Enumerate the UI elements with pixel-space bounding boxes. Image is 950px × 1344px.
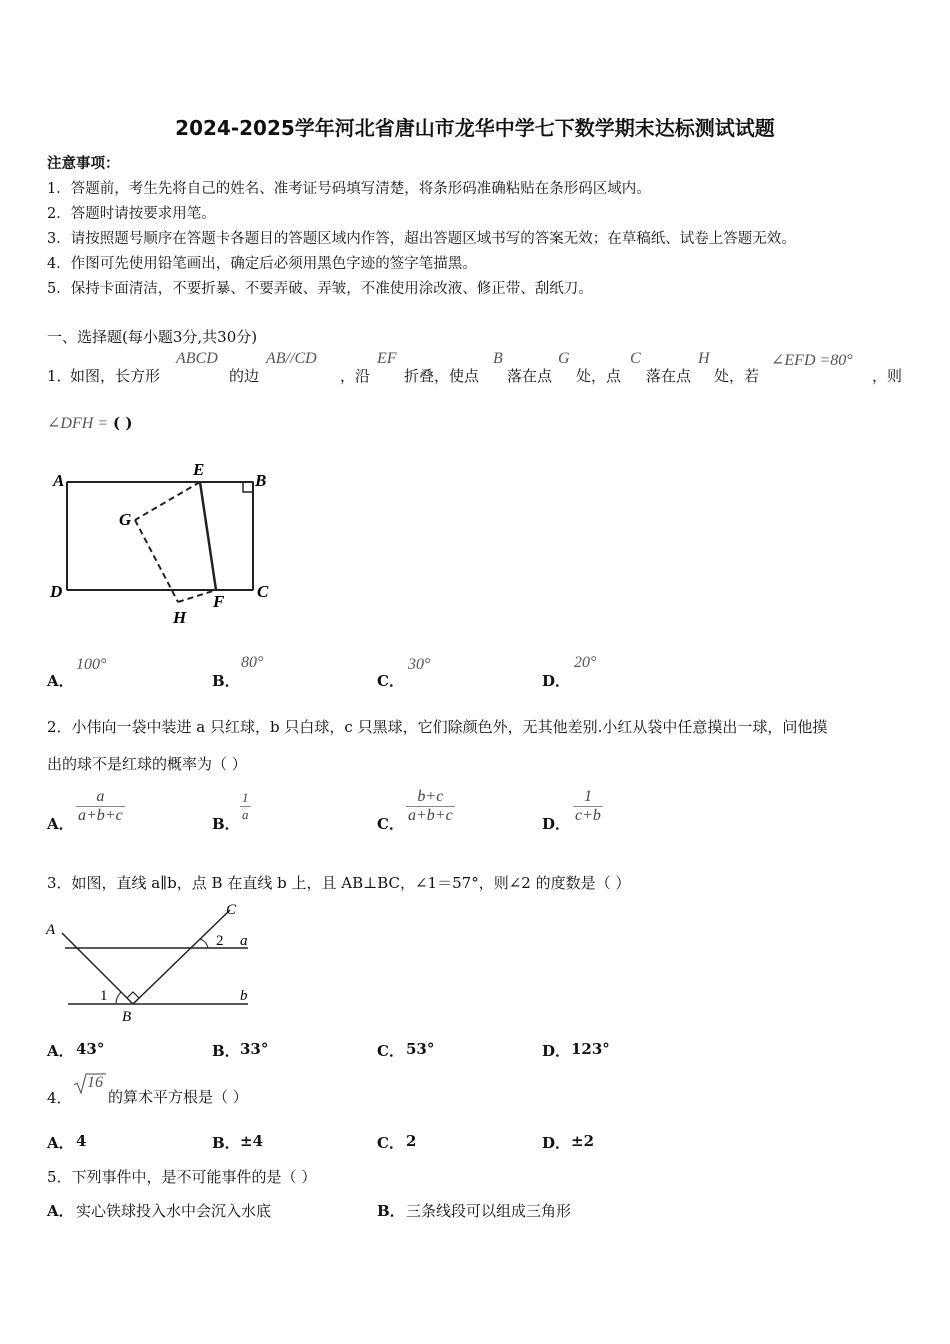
label-angle-2: 2 (216, 933, 224, 949)
fraction-denominator: a+b+c (78, 807, 123, 824)
q3-option-value: 53° (406, 1040, 435, 1058)
notice-item: 2．答题时请按要求用笔。 (47, 206, 216, 222)
q5-option-value: 三条线段可以组成三角形 (406, 1202, 572, 1220)
q2-option-label[interactable]: B． (212, 815, 240, 833)
page-title: 2024-2025学年河北省唐山市龙华中学七下数学期末达标测试试题 (175, 116, 775, 140)
label-b: b (240, 988, 248, 1004)
q1-math: B (493, 350, 503, 367)
q5-text: 5．下列事件中，是不可能事件的是（ ） (47, 1168, 317, 1186)
label-A: A (46, 922, 56, 938)
q4-num: 4． (47, 1089, 72, 1107)
q1-text: 的边 (229, 367, 260, 385)
q1-figure (45, 455, 285, 630)
q1-num: 1． (47, 367, 72, 385)
q1-text: ，则 (872, 367, 903, 385)
q3-option-label[interactable]: C． (377, 1042, 404, 1060)
q3-option-label[interactable]: A． (47, 1042, 74, 1060)
q4-option-value: 2 (406, 1132, 417, 1150)
q4-option-label[interactable]: A． (47, 1134, 74, 1152)
fraction-denominator: a (242, 807, 249, 822)
q2-option-label[interactable]: C． (377, 815, 404, 833)
q1-math: G (558, 350, 570, 367)
q2-text: 2．小伟向一袋中装进 a 只红球，b 只白球，c 只黑球，它们除颜色外，无其他差别.小红从袋中任意摸出一球，问他摸 (47, 718, 828, 736)
q4-option-label[interactable]: B． (212, 1134, 240, 1152)
q1-math: C (630, 350, 641, 367)
notice-heading: 注意事项： (47, 155, 120, 172)
q2-text: 出的球不是红球的概率为（ ） (47, 755, 247, 773)
label-A: A (53, 471, 65, 490)
q4-option-label[interactable]: D． (542, 1134, 571, 1152)
q5-option-label[interactable]: B． (377, 1202, 405, 1220)
q3-text: 3．如图，直线 a∥b，点 B 在直线 b 上，且 AB⊥BC，∠1＝57°，则∠2 的度数是（ ） (47, 874, 631, 892)
label-C: C (226, 902, 237, 918)
q3-option-value: 33° (240, 1040, 269, 1058)
q2-option-fraction (76, 788, 125, 825)
q3-option-label[interactable]: D． (542, 1042, 571, 1060)
q1-text: ，沿 (340, 367, 371, 385)
label-B: B (255, 471, 267, 490)
q4-radicand: 16 (87, 1074, 103, 1091)
label-D: D (50, 582, 63, 601)
q3-figure (40, 900, 270, 1025)
label-a: a (240, 933, 248, 949)
q1-paren: ( ) (113, 414, 133, 432)
q1-option-value: 100° (76, 656, 107, 673)
q1-math: AB//CD (266, 350, 317, 367)
q1-math: EF (377, 350, 397, 367)
q2-option-label[interactable]: A． (47, 815, 74, 833)
q3-option-value: 123° (571, 1040, 610, 1058)
label-F: F (213, 592, 225, 611)
q1-option-label[interactable]: D． (542, 672, 571, 690)
notice-item: 5．保持卡面清洁，不要折暴、不要弄破、弄皱，不准使用涂改液、修正带、刮纸刀。 (47, 281, 593, 297)
label-C: C (257, 582, 269, 601)
q1-option-label[interactable]: A． (47, 672, 74, 690)
q1-text: 折叠，使点 (404, 367, 480, 385)
q1-math: ∠DFH = (47, 415, 109, 432)
q5-option-label[interactable]: A． (47, 1202, 74, 1220)
q4-option-label[interactable]: C． (377, 1134, 404, 1152)
q1-option-value: 20° (574, 654, 597, 671)
q1-math: ABCD (176, 350, 218, 367)
q1-math: H (698, 350, 710, 367)
q3-option-value: 43° (76, 1040, 105, 1058)
q1-option-value: 80° (241, 654, 264, 671)
section-heading: 一、选择题(每小题3分,共30分) (47, 328, 258, 346)
label-B: B (122, 1009, 132, 1025)
fraction-denominator: c+b (575, 807, 601, 824)
q5-option-value: 实心铁球投入水中会沉入水底 (76, 1202, 272, 1220)
fraction-numerator: b+c (406, 788, 455, 807)
q4-text: 的算术平方根是（ ） (108, 1088, 248, 1106)
q1-math: ∠EFD =80° (771, 352, 853, 369)
q2-option-fraction (240, 790, 251, 823)
notice-item: 1．答题前，考生先将自己的姓名、准考证号码填写清楚，将条形码准确粘贴在条形码区域内。 (47, 181, 651, 197)
label-H: H (173, 608, 187, 627)
q1-option-label[interactable]: C． (377, 672, 404, 690)
q1-text: 处，若 (714, 367, 760, 385)
q4-option-value: ±4 (240, 1132, 264, 1150)
label-G: G (119, 510, 132, 529)
q1-text: 落在点 (507, 367, 553, 385)
q1-option-label[interactable]: B． (212, 672, 240, 690)
fraction-denominator: a+b+c (408, 807, 453, 824)
q1-text: 如图，长方形 (70, 367, 161, 385)
q2-option-fraction (573, 788, 603, 825)
q4-option-value: ±2 (571, 1132, 595, 1150)
q3-option-label[interactable]: B． (212, 1042, 240, 1060)
q1-text: 处，点 (576, 367, 622, 385)
fraction-numerator: 1 (573, 788, 603, 807)
label-E: E (193, 460, 205, 479)
q2-option-label[interactable]: D． (542, 815, 571, 833)
fraction-numerator: 1 (242, 790, 249, 805)
q1-text: 落在点 (646, 367, 692, 385)
q4-option-value: 4 (76, 1132, 87, 1150)
q1-option-value: 30° (408, 656, 431, 673)
label-angle-1: 1 (100, 988, 108, 1004)
q2-option-fraction (406, 788, 455, 825)
notice-item: 4．作图可先使用铅笔画出，确定后必须用黑色字迹的签字笔描黑。 (47, 256, 477, 272)
fraction-numerator: a (76, 788, 125, 807)
notice-item: 3．请按照题号顺序在答题卡各题目的答题区域内作答，超出答题区域书写的答案无效；在草稿纸、试卷上答题无效。 (47, 231, 796, 247)
